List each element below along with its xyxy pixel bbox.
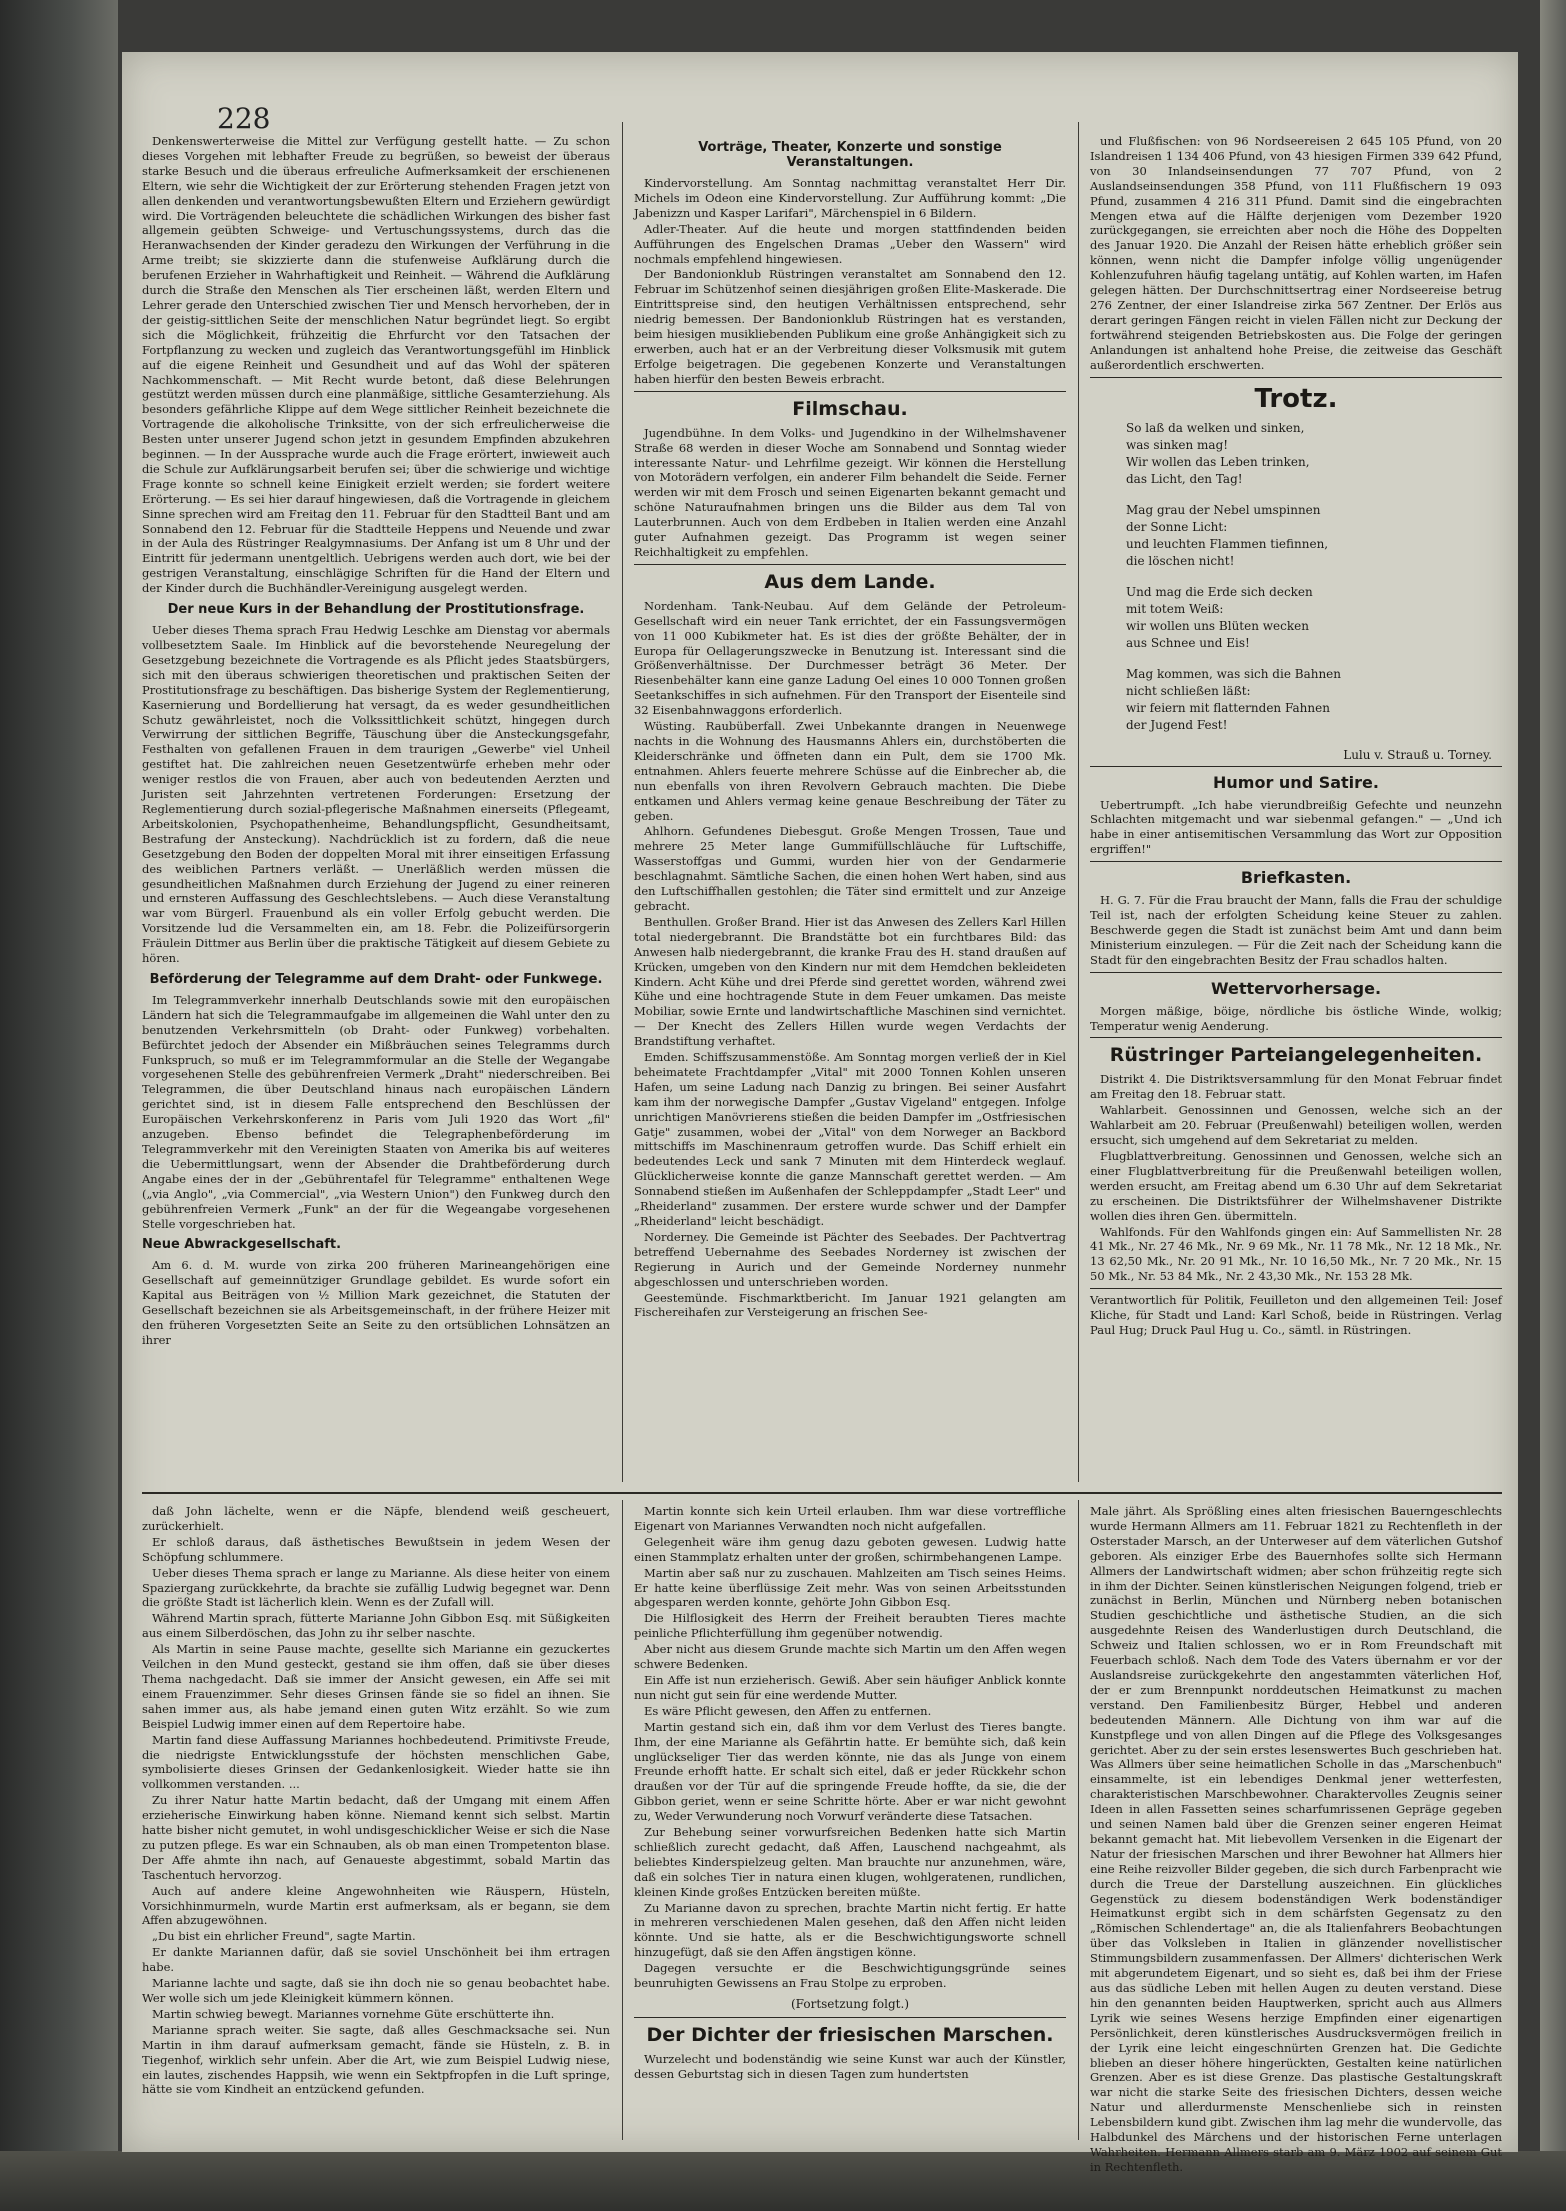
allmers-article-start: [634, 2052, 1066, 2082]
paragraph: Martin schwieg bewegt. Mariannes vornehme Güte erschütterte ihn.: [152, 2006, 555, 2021]
scan-border-right: [1540, 0, 1566, 2211]
paragraph: Ein Affe ist nun erzieherisch. Gewiß. Aber sein häufiger Anblick konnte nun nicht gut sein für eine werdende Mutter.: [634, 1672, 1066, 1702]
divider: [1090, 1288, 1502, 1289]
paragraph: Zur Behebung seiner vorwurfsreichen Bedenken hatte sich Martin schließlich zurecht gedacht, daß Affen, Lauschend nachgeahmt, als beliebtes Kinderspielzeug gelten. Man brauchte nur anzunehmen, wäre, daß ein solches Tier in natura einen klugen, wohlgeratenen, rundlichen, kleinen Kinde großes Entzücken bereiten müßte.: [634, 1825, 1066, 1899]
poem-line: wir wollen uns Blüten wecken: [1126, 618, 1309, 633]
poem-line: der Jugend Fest!: [1126, 717, 1228, 732]
paragraph: „Du bist ein ehrlicher Freund", sagte Martin.: [152, 1929, 416, 1944]
paragraph: Die Hilflosigkeit des Herrn der Freiheit beraubten Tieres machte peinliche Pflichterfüllung ihm gegenüber notwendig.: [634, 1611, 1066, 1641]
feuilleton-right: [1090, 1504, 1502, 2174]
filmschau-text: [634, 426, 1066, 560]
paragraph: Uebertrumpft. „Ich habe vierundbreißig Gefechte und neunzehn Schlachten mitgemacht und war siebenmal gefangen." — „Und ich habe in einer antisemitischen Versammlung das Wort zur Opposition ergriffen!": [1090, 797, 1502, 857]
poem-stanza: [1126, 420, 1502, 488]
paragraph: Martin gestand sich ein, daß ihm vor dem Verlust des Tieres bangte. Ihm, der eine Marianne als Gefährtin hatte. Er bemühte sich, daß kein unglückseliger Tier das werden könnte, nie das als Junge von einem Freunde erhofft hatte. Er schalt sich eitel, daß er jeder Rückkehr schon draußen vor der Tür auf die springende Freude hoffte, da sie, die der Gibbon geriet, wenn er seine Schritte hörte. Aber er war nicht gewohnt zu, Weder Verwunderung noch Vorwurf veränderte diese Tatsachen.: [634, 1719, 1066, 1824]
column-rule: [1078, 122, 1079, 1482]
paragraph: daß John lächelte, wenn er die Näpfe, blendend weiß gescheuert, zurückerhielt.: [142, 1504, 610, 1533]
paragraph: Dagegen versuchte er die Beschwichtigungsgründe seines beunruhigten Gewissens an Frau Stolpe zu erproben.: [634, 1961, 1066, 1991]
article-headline-allmers: Der Dichter der friesischen Marschen.: [646, 2024, 1054, 2046]
paragraph: Adler-Theater. Auf die heute und morgen stattfindenden beiden Aufführungen des Engelschen Dramas „Ueber den Wassern" wird nochmals empfehlend hingewiesen.: [634, 221, 1066, 266]
column-local-news: [142, 134, 610, 1486]
article-elternabend: [142, 134, 610, 596]
divider: [1090, 972, 1502, 973]
column-miscellany: [1090, 134, 1502, 1486]
paragraph: Wahlarbeit. Genossinnen und Genossen, welche sich an der Wahlarbeit am 20. Februar (Preußenwahl) beteiligen wollen, werden ersucht, sich umgehend auf dem Sekretariat zu melden.: [1090, 1103, 1502, 1148]
paragraph: Jugendbühne. In dem Volks- und Jugendkino in der Wilhelmshavener Straße 68 werden in dieser Woche am Sonnabend und Sonntag wieder interessante Natur- und Lehrfilme gezeigt. Wir können die Herstellung von Motorädern verfolgen, ein anderer Film behandelt die Seide. Ferner werden wir mit dem Frosch und seinen Eigenarten bekannt gemacht und schöne Naturaufnahmen bringen uns die Bilder aus dem Tal von Lauterbrunnen. Auch von dem Erdbeben in Italien werden eine Anzahl guter Aufnahmen gezeigt. Das Programm ist wegen seiner Reichhaltigkeit zu empfehlen.: [634, 425, 1066, 559]
paragraph: Ueber dieses Thema sprach Frau Hedwig Leschke am Dienstag vor abermals vollbesetztem Saale. Im Hinblick auf die bevorstehende Neuregelung der Gesetzgebung bezeichnete die Vortragende es als Pflicht jedes Staatsbürgers, sich mit den überaus schwierigen theoretischen und praktischen Seiten der Prostitutionsfrage zu beschäftigen. Das bisherige System der Reglementierung, Kasernierung und Bordellierung hat versagt, da es weder gesundheitlichen Schutz gewährleistet, noch die Volkssittlichkeit schützt, hingegen durch Verwirrung der sittlichen Begriffe, Täuschung über die Ansteckungsgefahr, Festhalten von gefallenen Frauen in dem traurigen „Gewerbe" viel Unheil gestiftet hat. Die zahlreichen neuen Gesetzentwürfe erheben mehr oder weniger restlos die von Frauen, aber auch von bedeutenden Aerzten und Juristen seit Jahrzehnten vertretenen Forderungen: Ersetzung der Reglementierung durch sozial-pflegerische Maßnahmen einerseits (Pflegeamt, Arbeitskolonien, Psychopathenheime, Behandlungspflicht, Gesundheitsamt, Bestrafung der Ansteckung). Nachdrücklich ist zu fordern, daß die neue Gesetzgebung den Boden der doppelten Moral mit ihrer einseitigen Erfassung des weiblichen Partners verläßt. — Unerläßlich werden müssen die gesundheitlichen Maßnahmen durch Erziehung der Jugend zu einer reineren und ernsteren Auffassung des Geschlechtslebens. — Auch diese Veranstaltung war vom Bürgerl. Frauenbund als ein voller Erfolg gebucht werden. Die Vorsitzende lud die Versammelten ein, am 18. Febr. die Polizeifürsorgerin Fräulein Dittmer aus Berlin über die praktische Tätigkeit auf diesem Gebiete zu hören.: [142, 623, 610, 966]
paragraph: Ahlhorn. Gefundenes Diebesgut. Große Mengen Trossen, Taue und mehrere 25 Meter lange Gummifüllschläuche für Luftschiffe, Wasserstoffgas und Gummi, wurden hier von der Gendarmerie beschlagnahmt. Sämtliche Sachen, die einen hohen Wert haben, sind aus den Luftschiffhallen gestohlen; die Täter sind ermittelt und zur Anzeige gebracht.: [634, 824, 1066, 913]
poem-title: Trotz.: [1254, 383, 1338, 414]
poem-trotz: [1090, 420, 1502, 734]
article-headline: Der neue Kurs in der Behandlung der Prostitutionsfrage.: [167, 602, 585, 618]
novel-excerpt-continued: [634, 1504, 1066, 1991]
divider: [1090, 766, 1502, 767]
paragraph: Martin aber saß nur zu zuschauen. Mahlzeiten am Tisch seines Heims. Er hatte keine überflüssige Zeit mehr. Was von seinen Arbeitsstunden abgesparen werden konnte, gehörte John Gibbon Esq.: [634, 1565, 1066, 1610]
paragraph: Auch auf andere kleine Angewohnheiten wie Räuspern, Hüsteln, Vorsichhinmurmeln, wurde Martin erst aufmerksam, als er begann, sie dem Affen abzugewöhnen.: [142, 1883, 610, 1928]
paragraph: Martin fand diese Auffassung Mariannes hochbedeutend. Primitivste Freude, die niedrigste Entwicklungsstufe der höchsten menschlichen Gabe, symbolisierte dieses Grinsen der Gedankenlosigkeit. Wieder hatte sie ihn vollkommen verstanden. ...: [142, 1732, 610, 1792]
poem-line: die löschen nicht!: [1126, 553, 1235, 568]
newspaper-page: [122, 52, 1518, 2174]
poem-line: was sinken mag!: [1126, 437, 1229, 452]
wetter-text: [1090, 1004, 1502, 1034]
paragraph: Morgen mäßige, böige, nördliche bis östliche Winde, wolkig; Temperatur wenig Aenderung.: [1090, 1003, 1502, 1033]
paragraph: Geestemünde. Fischmarktbericht. Im Januar 1921 gelangten am Fischereihafen zur Versteigerung an frischen See-: [634, 1290, 1066, 1320]
column-events: [634, 134, 1066, 1486]
poem-line: mit totem Weiß:: [1126, 601, 1224, 616]
imprint-text: Verantwortlich für Politik, Feuilleton und den allgemeinen Teil: Josef Kliche, für Stadt und Land: Karl Schoß, beide in Rüstringen. Verlag Paul Hug; Druck Paul Hug u. Co., sämtl. in Rüstringen.: [1090, 1293, 1502, 1337]
events-list: [634, 176, 1066, 387]
column-rule: [1078, 1500, 1079, 2140]
section-divider: [142, 1492, 1502, 1494]
allmers-article-continued: [1090, 1504, 1502, 2175]
paragraph: Der Bandonionklub Rüstringen veranstaltet am Sonnabend den 12. Februar im Schützenhof seinen diesjährigen großen Elite-Maskerade. Die Eintrittspreise sind, den heutigen Verhältnissen entsprechend, sehr niedrig bemessen. Der Bandonionklub Rüstringen hat es verstanden, beim hiesigen musikliebenden Publikum eine große Anhängigkeit sich zu erwerben, auch hat er an der Verbreitung dieser Volksmusik mit gutem Erfolge beigetragen. Die gegebenen Konzerte und Veranstaltungen haben hierfür den besten Beweis erbracht.: [634, 267, 1066, 386]
paragraph: Aber nicht aus diesem Grunde machte sich Martin um den Affen wegen schwere Bedenken.: [634, 1642, 1066, 1672]
column-rule: [622, 1500, 623, 2140]
paragraph: Er dankte Mariannen dafür, daß sie soviel Unschönheit bei ihm ertragen habe.: [142, 1945, 610, 1975]
paragraph: Benthullen. Großer Brand. Hier ist das Anwesen des Zellers Karl Hillen total niedergebrannt. Die Brandstätte bot ein furchtbares Bild: das Anwesen halb niedergebrannt, die kranke Frau des H. stand draußen auf Krücken, umgeben von den Kindern nur mit dem Hemdchen bekleideten Kindern. Acht Kühe und drei Pferde sind gerettet worden, während zwei Kühe und eine hochtragende Stute in dem Feuer umkamen. Das meiste Mobiliar, sowie Ernte und landwirtschaftliche Maschinen sind vernichtet. — Der Knecht des Zellers Hillen wurde wegen Verdachts der Brandstiftung verhaftet.: [634, 914, 1066, 1049]
poem-author: Lulu v. Strauß u. Torney.: [1343, 747, 1492, 762]
paragraph: Wurzelecht und bodenständig wie seine Kunst war auch der Künstler, dessen Geburtstag sich in diesen Tagen zum hundertsten: [634, 2052, 1066, 2081]
paragraph: Martin konnte sich kein Urteil erlauben. Ihm war diese vortreffliche Eigenart von Mariannes Verwandten noch nicht aufgefallen.: [634, 1504, 1066, 1533]
poem-line: das Licht, den Tag!: [1126, 471, 1243, 486]
paragraph: Denkenswerterweise die Mittel zur Verfügung gestellt hatte. — Zu schon dieses Vorgehen mit lebhafter Freude zu begrüßen, so beweist der überaus starke Besuch und die überaus erfreuliche Aufmerksamkeit der erschienenen Eltern, wie sehr die Wichtigkeit der zur Erörterung stehenden Fragen jetzt von allen denkenden und verantwortungsbewußten Eltern und Erziehern gewürdigt wird. Die Vorträgenden beleuchtete die schädlichen Wirkungen des bisher fast allgemein geübten Schweige- und Vertuschungssystems, durch das die Heranwachsenden der Kinder geradezu den Wirkungen der Verführung in die Arme treibt; sie skizzierte dann die stufenweise Aufklärung durch die berufenen Erzieher in Wahrhaftigkeit und Reinheit. — Während die Aufklärung durch die Straße den Menschen als Tier erscheinen läßt, werden Eltern und Lehrer gerade den Unterschied zwischen Tier und Mensch hervorheben, der in der geistig-sittlichen Seite der menschlichen Natur begründet liegt. So ergibt sich die Möglichkeit, frühzeitig die Ehrfurcht vor den Tatsachen der Fortpflanzung zu wecken und zugleich das Verantwortungsgefühl im Hinblick auf die eigene Reinheit und Gesundheit und auf das Wohl der späteren Nachkommenschaft. — Mit Recht wurde betont, daß diese Belehrungen gestützt werden müssen durch eine planmäßige, sittliche Gesamterziehung. Als besonders gefährliche Klippe auf dem Wege sittlicher Reinheit bezeichnete die Vortragende die alkoholische Trinksitte, von der sich erfreulicherweise die Besten unter unserer Jugend schon jetzt in gesundem Empfinden abzukehren beginnen. — In der Aussprache wurde auch die Frage erörtert, inwieweit auch die Schule zur Aufklärungsarbeit berufen sei; über die schwierige und wichtige Frage konnte so schnell keine Einigkeit erzielt werden; sie fordert weitere Erörterung. — Es sei hier darauf hingewiesen, daß die Vortragende in gleichem Sinne sprechen wird am Freitag den 11. Februar für den Stadtteil Bant und am Sonnabend den 12. Februar für die Stadtteile Heppens und Neuende und zwar in der Aula des Rüstringer Realgymnasiums. Der Anfang ist um 8 Uhr und der Eintritt für jedermann unentgeltlich. Uebrigens werden auch dort, wie bei der gestrigen Veranstaltung, einschlägige Schriften für die Hand der Eltern und der Kinder durch die Buchhändler-Vereinigung ausgelegt werden.: [142, 134, 610, 596]
paragraph: Zu ihrer Natur hatte Martin bedacht, daß der Umgang mit einem Affen erzieherische Einwirkung haben könne. Niemand kennt sich selbst. Martin hatte bisher nicht gemutet, in wohl undisgeschicklicher Weise er sich die Nase zu putzen pflege. Es war ein Schnauben, als ob man einen Trompetenton blase. Der Affe ahmte ihn nach, auf Genaueste abgestimmt, sobald Martin das Taschentuch hervorzog.: [142, 1793, 610, 1882]
paragraph: Ueber dieses Thema sprach er lange zu Marianne. Als diese heiter von einem Spaziergang zurückkehrte, da brachte sie zufällig Ludwig begegnet war. Denn die größte Stadt ist lächerlich klein. Wenn es der Zufall will.: [142, 1565, 610, 1610]
paragraph: Gelegenheit wäre ihm genug dazu geboten gewesen. Ludwig hatte einen Stammplatz erhalten unter der großen, schirmbehangenen Lampe.: [634, 1534, 1066, 1564]
section-headline-filmschau: Filmschau.: [792, 397, 908, 420]
divider: [1090, 861, 1502, 862]
paragraph: Flugblattverbreitung. Genossinnen und Genossen, welche sich an einer Flugblattverbreitung für die Preußenwahl beteiligen wollen, werden ersucht, am Freitag abend um 6.30 Uhr auf dem Sekretariat zu erscheinen. Die Distriktsführer der Wilhelmshavener Distrikte wollen dies ihren Gen. übermitteln.: [1090, 1149, 1502, 1223]
paragraph: Es wäre Pflicht gewesen, den Affen zu entfernen.: [644, 1703, 932, 1718]
article-headline: Beförderung der Telegramme auf dem Draht- oder Funkwege.: [149, 971, 603, 987]
scan-border-left: [0, 0, 118, 2211]
divider: [1090, 1037, 1502, 1038]
paragraph: Kindervorstellung. Am Sonntag nachmittag veranstaltet Herr Dir. Michels im Odeon eine Kindervorstellung. Zur Aufführung kommt: „Die Jabenizzn und Kasper Larifari", Märchenspiel in 6 Bildern.: [634, 176, 1066, 220]
article-telegramme: [142, 993, 610, 1232]
poem-line: Und mag die Erde sich decken: [1126, 584, 1313, 599]
paragraph: Am 6. d. M. wurde von zirka 200 früheren Marineangehörigen eine Gesellschaft auf gemeinnütziger Grundlage gebildet. Es wurde sofort ein Kapital aus Beiträgen von ½ Million Mark gezeichnet, die Statuten der Gesellschaft bezeichnen sie als Arbeitsgemeinschaft, in der frühere Heizer mit den früheren Vorgesetzten Seite an Seite zu den ortsüblichen Lohnsätzen an ihrer: [142, 1258, 610, 1347]
continuation-note: (Fortsetzung folgt.): [791, 1997, 909, 2011]
partei-text: [1090, 1072, 1502, 1284]
article-abwrackgesellschaft: [142, 1258, 610, 1347]
divider: [634, 2017, 1066, 2018]
paragraph: Wüsting. Raubüberfall. Zwei Unbekannte drangen in Neuenwege nachts in die Wohnung des Hausmanns Ahlers ein, durchstöberten die Kleiderschränke und öffneten dann ein Pult, dem sie 1700 Mk. entnahmen. Ahlers feuerte mehrere Schüsse auf die Einbrecher ab, die nun ebenfalls von ihren Revolvern Gebrauch machten. Die Diebe entkamen und Ahlers vermag keine genaue Beschreibung der Täter zu geben.: [634, 719, 1066, 823]
paragraph: Zu Marianne davon zu sprechen, brachte Martin nicht fertig. Er hatte in mehreren verschiedenen Malen gesehen, daß den Affen nicht leiden könnte. Und sie hatte, als er die Beschwichtigungsworte schnell hinzugefügt, daß sie den Affen ängstigen könne.: [634, 1900, 1066, 1960]
feuilleton-left: [142, 1504, 610, 2140]
poem-stanza: [1126, 502, 1502, 570]
paragraph: H. G. 7. Für die Frau braucht der Mann, falls die Frau der schuldige Teil ist, nach der erfolgten Scheidung keine Steuer zu zahlen. Beschwerde gegen die Stadt ist zunächst beim Amt und dann beim Ministerium einzulegen. — Für die Zeit nach der Scheidung kann die Stadt für den eingebrachten Besitz der Frau schadlos halten.: [1090, 893, 1502, 967]
paragraph: Nordenham. Tank-Neubau. Auf dem Gelände der Petroleum-Gesellschaft wird ein neuer Tank errichtet, der ein Fassungsvermögen von 11 000 Kubikmeter hat. Es ist dies der größte Behälter, der in Europa für Oellagerungszwecke in Benutzung ist. Interessant sind die Größenverhältnisse. Der Durchmesser beträgt 36 Meter. Der Riesenbehälter kann eine ganze Ladung Oel eines 10 000 Tonnen großen Seetankschiffes in sich aufnehmen. Für den Transport der Eisenteile sind 32 Eisenbahnwaggons erforderlich.: [634, 598, 1066, 718]
poem-line: der Sonne Licht:: [1126, 519, 1228, 534]
section-headline-briefkasten: Briefkasten.: [1240, 868, 1352, 888]
section-headline-aus-dem-lande: Aus dem Lande.: [764, 570, 936, 593]
divider: [634, 391, 1066, 392]
divider: [634, 564, 1066, 565]
poem-line: Wir wollen das Leben trinken,: [1126, 454, 1310, 469]
section-headline-partei: Rüstringer Parteiangelegenheiten.: [1109, 1044, 1483, 1067]
poem-stanza: [1126, 584, 1502, 652]
paragraph: Male jährt. Als Sprößling eines alten friesischen Bauerngeschlechts wurde Hermann Allmers am 11. Februar 1821 zu Rechtenfleth in der Osterstader Marsch, an der Unterweser auf dem väterlichen Gutshof geboren. Als einziger Erbe des Bauernhofes sollte sich Hermann Allmers der Landwirtschaft widmen; aber schon frühzeitig regte sich in ihm der Dichter. Seinen künstlerischen Neigungen folgend, trieb er zunächst in Berlin, München und Nürnberg neben botanischen Studien geschichtliche und ästhetische Studien, an die sich ausgedehnte Reisen des Wanderlustigen durch Deutschland, die Schweiz und Italien schlossen, wo er in Rom Freundschaft mit Feuerbach schloß. Nach dem Tode des Vaters übernahm er vor der Auslandsreise zurückgekehrte den angestammten väterlichen Hof, der er zum Brennpunkt norddeutschen Heimatkunst zu machen verstand. Den Familienbesitz Bürger, Hebbel und anderen bedeutenden Männern. Alle Dichtung von ihm war auf die Kunstpflege und von allen Dingen auf die Pflege des Volksgesanges gerichtet. Aber zu der sein erstes lesenswertes Buch geschrieben hat. Was Allmers über seine heimatlichen Scholle in das „Marschenbuch" einsammelte, ist ein lebendiges Denkmal jener wetterfesten, charakteristischen Marschbewohner. Charaktervolles Zeugnis seiner Ideen in allen Fassetten seines scharfumrissenen Gepräge gegeben und seinen Namen bald über die Grenzen seiner engeren Heimat bekannt gemacht hat. Mit liebevollem Versenken in die Eigenart der Natur der friesischen Marschen und ihrer Bewohner hat Allmers hier eine Reihe reizvoller Bilder gegeben, die sich durch Farbenpracht wie durch die Treue der Darstellung auszeichnen. Ein glückliches Gegenstück zu diesem bodenständigen Werk bodenständiger Heimatkunst ergibt sich in dem schärfsten Gegensatz zu den „Römischen Schlendertage" an, die als Italienfahrers Beobachtungen über das Volksleben in Italien in glänzender novellistischer Stimmungsbildern zusammenfassen. Der Allmers' dichterischen Werk mit abgerundetem Eigenart, und so sieht es, daß bei ihm der Friese aus das südliche Leben mit hellen Augen zu deuten verstand. Diese hin den genannten beiden Hauptwerken, spricht auch aus Allmers Lyrik wie seines Wesens herzige Empfinden einer eigenartigen Persönlichkeit, deren künstlerisches Ausdrucksvermögen freilich in der Lyrik eine leicht eingeschnürten Grenzen hat. Die Gedichte blieben an dieser höhere hingerückten, Gestalten keine natürlichen Grenzen. Aber es ist diese Grenze. Das plastische Gestaltungskraft war nicht die starke Seite des friesischen Dichters, dessen weiche Natur und allerdurmenste Menschenliebe sich in reinsten Lebensbildern kund gibt. Zwischen ihm lag mehr die wundervolle, das Halbdunkel des Märchens und der historischen Ferne unterlagen Wahrheiten. Hermann Allmers starb am 9. März 1902 auf seinem Gut in Rechtenfleth.: [1090, 1504, 1502, 2174]
paragraph: Emden. Schiffszusammenstöße. Am Sonntag morgen verließ der in Kiel beheimatete Frachtdampfer „Vital" mit 2000 Tonnen Kohlen unseren Hafen, um seine Ladung nach Danzig zu bringen. Bei seiner Ausfahrt kam ihm der norwegische Dampfer „Gustav Vigeland" entgegen. Infolge unrichtigen Manövrierens stießen die beiden Dampfer im „Ostfriesischen Gatje" zusammen, wobei der „Vital" von dem Norweger an Backbord mittschiffs im Maschinenraum getroffen wurde. Das Schiff erhielt ein bedeutendes Leck und sank 7 Minuten mit dem Hinterdeck weglauf. Glücklicherweise konnte die ganze Mannschaft gerettet werden. — Am Sonnabend stießen im Außenhafen der Schleppdampfer „Stadt Leer" und „Rheiderland" zusammen. Der erstere wurde schwer und der Dampfer „Rheiderland" leicht beschädigt.: [634, 1050, 1066, 1228]
aus-dem-lande-text: [634, 599, 1066, 1321]
column-rule: [622, 122, 623, 1482]
article-prostitutionsfrage: [142, 623, 610, 966]
paragraph: Wahlfonds. Für den Wahlfonds gingen ein: Auf Sammellisten Nr. 28 41 Mk., Nr. 27 46 Mk., Nr. 9 69 Mk., Nr. 11 78 Mk., Nr. 12 18 Mk., Nr. 13 62,50 Mk., Nr. 20 91 Mk., Nr. 10 16,50 Mk., Nr. 7 20 Mk., Nr. 15 50 Mk., Nr. 53 84 Mk., Nr. 2 43,30 Mk., Nr. 153 28 Mk.: [1090, 1224, 1502, 1284]
poem-line: nicht schließen läßt:: [1126, 683, 1251, 698]
article-headline: Neue Abwrackgesellschaft.: [142, 1237, 342, 1253]
paragraph: Während Martin sprach, fütterte Marianne John Gibbon Esq. mit Süßigkeiten aus einem Silberdöschen, das John zu ihr selber naschte.: [142, 1611, 610, 1641]
novel-excerpt: [142, 1504, 610, 2097]
paragraph: Er schloß daraus, daß ästhetisches Bewußtsein in jedem Wesen der Schöpfung schlummere.: [142, 1534, 610, 1564]
paragraph: Norderney. Die Gemeinde ist Pächter des Seebades. Der Pachtvertrag betreffend Uebernahme des Seebades Norderney ist zwischen der Regierung in Aurich und der Gemeinde Norderney nunmehr abgeschlossen und unterschrieben worden.: [634, 1229, 1066, 1289]
poem-line: Mag grau der Nebel umspinnen: [1126, 502, 1321, 517]
poem-stanza: [1126, 666, 1502, 734]
poem-line: wir feiern mit flatternden Fahnen: [1126, 700, 1330, 715]
poem-line: und leuchten Flammen tiefinnen,: [1126, 536, 1329, 551]
section-headline-veranstaltungen: Vorträge, Theater, Konzerte und sonstige Veranstaltungen.: [698, 140, 1002, 170]
poem-line: Mag kommen, was sich die Bahnen: [1126, 666, 1342, 681]
section-headline-wetter: Wettervorhersage.: [1210, 978, 1382, 998]
paragraph: Marianne lachte und sagte, daß sie ihn doch nie so genau beobachtet habe. Wer wolle sich um jede Kleinigkeit kümmern können.: [142, 1976, 610, 2005]
feuilleton-middle: [634, 1504, 1066, 2140]
paragraph: und Flußfischen: von 96 Nordseereisen 2 645 105 Pfund, von 20 Islandreisen 1 134 406 Pfund, von 43 hiesigen Firmen 339 642 Pfund, von 30 Inlandseinsendungen 77 707 Pfund, von 2 Auslandseinsendungen 358 Pfund, von 111 Flußfischern 19 093 Pfund, zusammen 4 216 311 Pfund. Damit sind die eingebrachten Mengen etwa auf die Hälfte derjenigen vom Dezember 1920 zurückgegangen, sie erreichten aber noch die Höhe des Doppelten des Januar 1920. Die Anzahl der Reisen hätte erheblich größer sein können, wenn nicht die Dampfer infolge völlig ungenügender Kohlenzufuhren häufig tagelang untätig, auf Kohlen warten, im Hafen gelegen hätten. Der Durchschnittsertrag einer Nordseereise betrug 276 Zentner, der einer Islandreise zirka 567 Zentner. Der Erlös aus derart geringen Fängen reicht in vielen Fällen nicht zur Deckung der fortwährend steigenden Betriebskosten aus. Die Folge der geringen Anlandungen ist anhaltend hohe Preise, die zeitweise das Geschäft außerordentlich erschwerten.: [1090, 134, 1502, 372]
fischmarkt-continuation: [1090, 134, 1502, 373]
section-headline-humor: Humor und Satire.: [1213, 772, 1379, 792]
page-number: 228: [217, 102, 271, 135]
paragraph: Distrikt 4. Die Distriktsversammlung für den Monat Februar findet am Freitag den 18. Februar statt.: [1090, 1072, 1502, 1102]
poem-line: So laß da welken und sinken,: [1126, 420, 1305, 435]
paragraph: Marianne sprach weiter. Sie sagte, daß alles Geschmacksache sei. Nun Martin in ihm darauf aufmerksam gemacht, fände sie Hüsteln, z. B. in Tiegenhof, wirklich sehr unfein. Aber die Art, wie zum Beispiel Ludwig niese, ein lautes, zischendes Happsih, wie wenn ein Sektpfropfen in die Luft springe, hätte sie vom Kindheit an entzückend gefunden.: [142, 2022, 610, 2097]
paragraph: Als Martin in seine Pause machte, gesellte sich Marianne ein gezuckertes Veilchen in den Mund gesteckt, gestand sie ihm offen, daß sie über dieses Thema nachgedacht. Daß sie immer der Ansicht gewesen, ein Affe sei mit einem Frauenzimmer. Sehr dieses Grinsen fände sie so fidel an ihnen. Sie sahen immer aus, als habe jemand einen guten Witz erzählt. So wie zum Beispiel Ludwig immer einen auf dem Repertoire habe.: [142, 1642, 610, 1731]
poem-line: aus Schnee und Eis!: [1126, 635, 1250, 650]
briefkasten-text: [1090, 893, 1502, 968]
imprint: [1090, 1293, 1502, 1338]
humor-text: [1090, 798, 1502, 858]
paragraph: Im Telegrammverkehr innerhalb Deutschlands sowie mit den europäischen Ländern hat sich die Telegrammaufgabe im allgemeinen die Wahl unter den zu benutzenden Verkehrsmitteln (ob Draht- oder Funkweg) vorbehalten. Befürchtet jedoch der Absender ein Mißbräuchen seines Telegramms durch Funkspruch, so muß er im Telegrammformular an die Stelle der Wegangabe vorgesehenen Stelle des gebührenfreien Vermerk „Draht" niederschreiben. Bei Telegrammen, die über Deutschland hinaus nach europäischen Ländern gerichtet sind, ist in diesem Falle entsprechend den Beschlüssen der Europäischen Verkehrskonferenz in Paris vom Juli 1920 das Wort „fil" anzugeben. Ebenso befindet die Telegraphenbeförderung im Telegrammverkehr mit den Vereinigten Staaten von Amerika bis auf weiteres die Uebermittlungsart, wenn der Absender die Drahtbeförderung durch Angabe eines der in der „Gebührentafel für Telegramme" enthaltenen Wege („via Anglo", „via Commercial", „via Western Union") den Funkweg durch den gebührenfreien Vermerk „Funk" an der für die Wegeangabe vorgesehenen Stelle vorgeschrieben hat.: [142, 992, 610, 1231]
divider: [1090, 377, 1502, 378]
